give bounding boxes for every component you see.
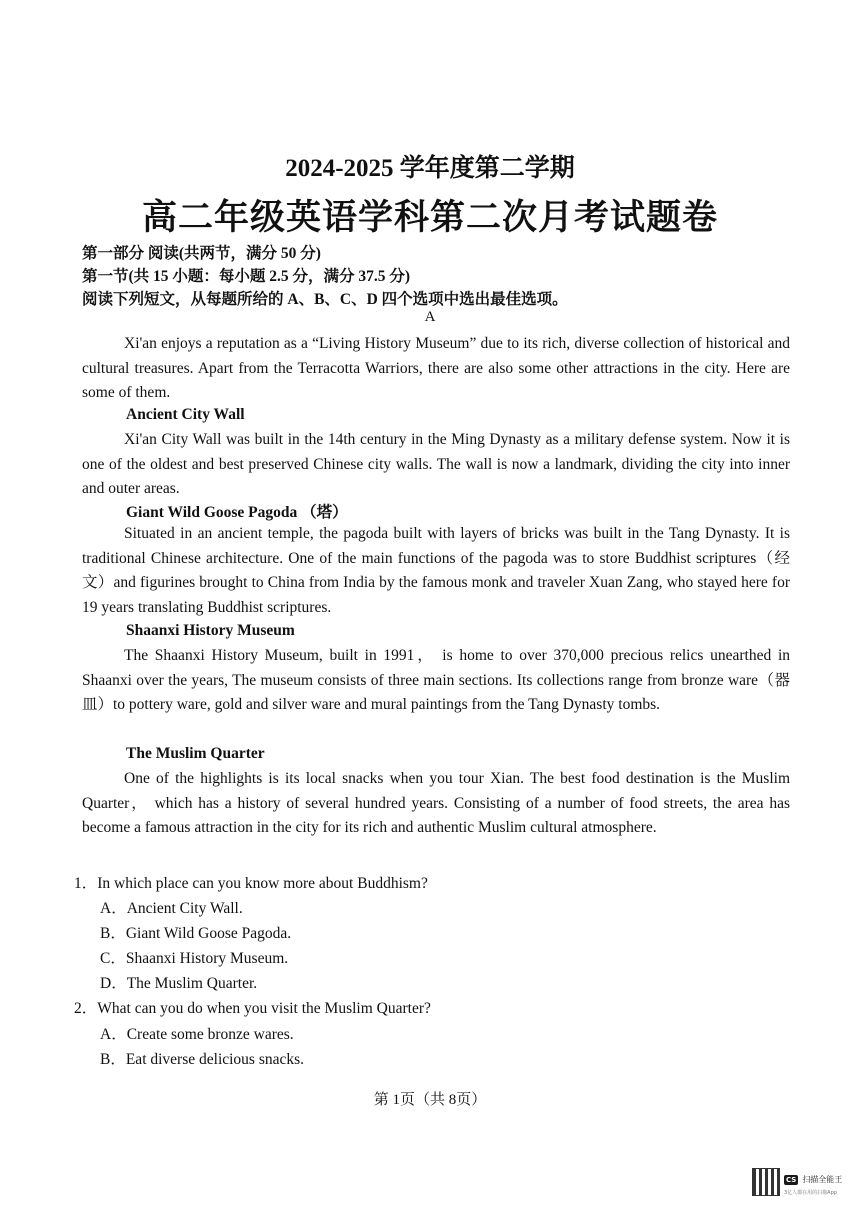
- option-item: [100, 921, 291, 943]
- scanner-brand: [784, 1169, 842, 1196]
- section-heading: The Muslim Quarter: [126, 745, 265, 762]
- option-item: [100, 1047, 304, 1069]
- section-text: Xi'an City Wall was built in the 14th century in the Ming Dynasty as a military defense system. Now it is one of the oldest and best preserved Chinese city walls. The wall is now a landmark, dividing the city into inner and outer areas.: [82, 431, 790, 497]
- page-footer: 第 1页（共 8页）: [373, 1092, 487, 1108]
- question-text: In which place can you know more about Buddhism?: [97, 875, 428, 892]
- question-number: 2．: [74, 1000, 98, 1017]
- option-letter: B．: [100, 1051, 126, 1068]
- option-item: [100, 946, 288, 968]
- scanner-tagline: 3亿人都在用的扫描App: [784, 1189, 837, 1196]
- cs-logo: CS: [786, 1175, 797, 1184]
- option-text: Shaanxi History Museum.: [125, 950, 289, 967]
- section-heading: Ancient City Wall: [126, 406, 245, 423]
- question-number: 1．: [74, 875, 98, 892]
- option-letter: C．: [100, 950, 126, 967]
- option-text: Ancient City Wall.: [126, 900, 243, 917]
- section-text: One of the highlights is its local snacks when you tour Xian. The best food destination is the Muslim Quarter， which has a history of several hundred years. Consisting of a number of food streets, the area has become a famous attraction in the city for its rich and authentic Muslim cultural atmosphere.: [82, 770, 790, 836]
- scanner-watermark: [752, 1166, 844, 1198]
- part-instruction: 第一部分 阅读(共两节，满分 50 分): [82, 245, 321, 262]
- section-heading: Giant Wild Goose Pagoda （塔）: [126, 504, 348, 521]
- option-item: [100, 1022, 294, 1044]
- section-heading: Shaanxi History Museum: [126, 622, 295, 639]
- section-text: The Shaanxi History Museum, built in 1991， is home to over 370,000 precious relics unearthed in Shaanxi over the years, The museum consists of three main sections. Its collections range from bronze ware（器皿）to pottery ware, gold and silver ware and mural paintings from the Tang Dynasty tombs.: [82, 647, 790, 713]
- option-letter: B．: [100, 925, 126, 942]
- option-letter: D．: [100, 975, 127, 992]
- qr-code-icon: [752, 1168, 780, 1196]
- question-1: [74, 871, 428, 893]
- option-letter: A．: [100, 1026, 127, 1043]
- option-text: Giant Wild Goose Pagoda.: [125, 925, 292, 942]
- question-2: [74, 996, 431, 1018]
- exam-title: 高二年级英语学科第二次月考试题卷: [141, 198, 718, 237]
- option-item: [100, 971, 257, 993]
- scanner-app-name: 扫描全能王: [802, 1174, 843, 1184]
- passage-intro: Xi'an enjoys a reputation as a “Living History Museum” due to its rich, diverse collection of historical and cultural treasures. Apart from the Terracotta Warriors, there are also some other attractions in the city. Here are some of them.: [82, 335, 790, 401]
- passage-label: A: [424, 309, 436, 325]
- direction-instruction: 阅读下列短文，从每题所给的 A、B、C、D 四个选项中选出最佳选项。: [82, 291, 568, 308]
- section-text: Situated in an ancient temple, the pagoda built with layers of bricks was built in the Tang Dynasty. It is traditional Chinese architecture. One of the main functions of the pagoda was to store Buddhist scriptures（经文）and figurines brought to China from India by the famous monk and traveler Xuan Zang, who stayed here for 19 years translating Buddhist scriptures.: [82, 525, 790, 616]
- year-title: 2024-2025 学年度第二学期: [285, 155, 575, 182]
- section-instruction: 第一节(共 15 小题：每小题 2.5 分，满分 37.5 分): [82, 268, 411, 285]
- option-letter: A．: [100, 900, 127, 917]
- option-text: The Muslim Quarter.: [126, 975, 258, 992]
- option-text: Create some bronze wares.: [126, 1026, 294, 1043]
- option-item: [100, 896, 243, 918]
- question-text: What can you do when you visit the Muslim Quarter?: [97, 1000, 431, 1017]
- option-text: Eat diverse delicious snacks.: [125, 1051, 305, 1068]
